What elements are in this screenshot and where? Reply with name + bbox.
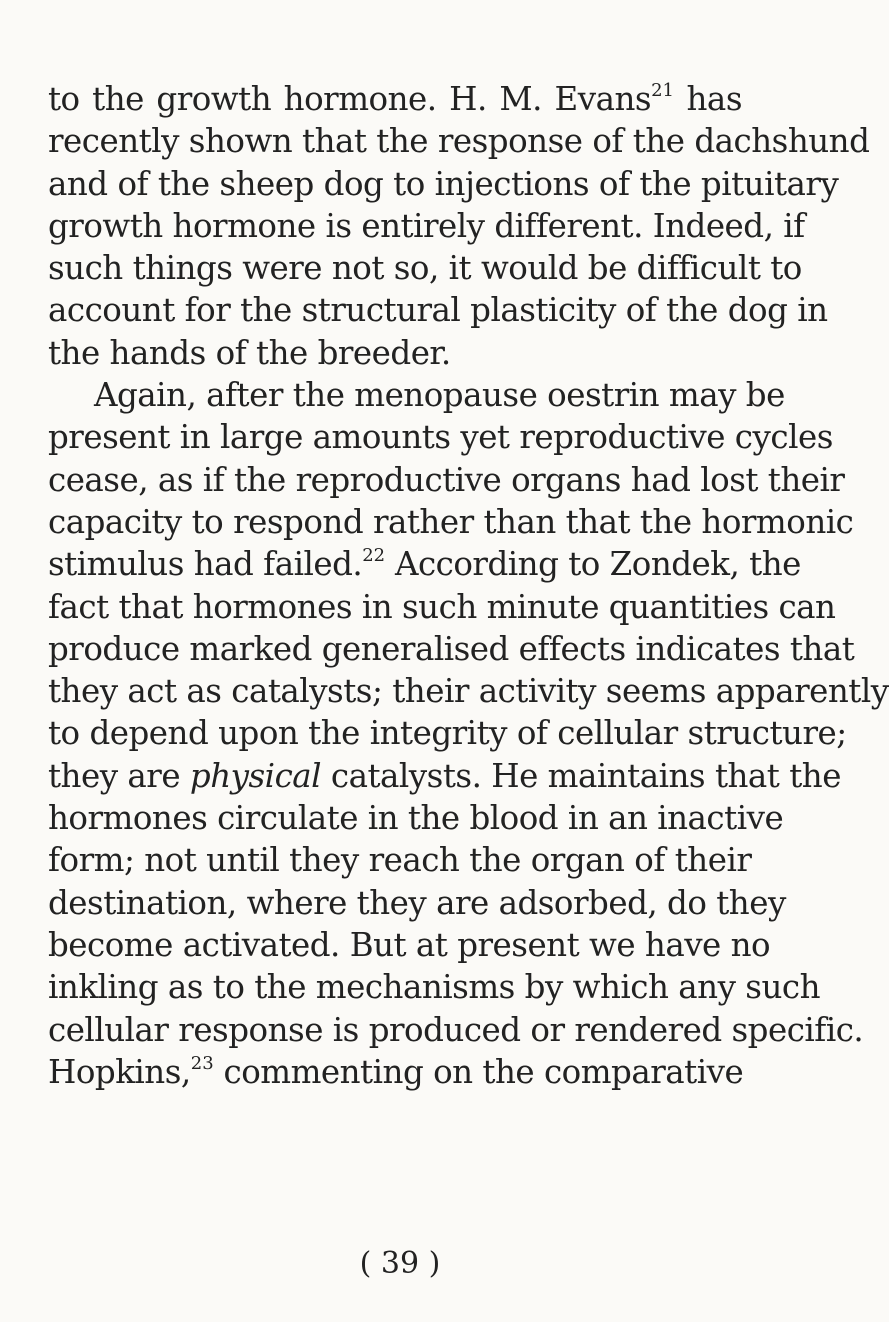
text-line-9: present in large amounts yet reproductive cycles bbox=[48, 418, 833, 457]
footnote-reference: 23 bbox=[190, 1052, 214, 1074]
text-line-15: they act as catalysts; their activity seems apparently bbox=[48, 672, 889, 711]
line-text: catalysts. He maintains that the bbox=[321, 756, 841, 795]
text-line-8: Again, after the menopause oestrin may be bbox=[94, 376, 785, 415]
footnote-reference: 21 bbox=[651, 80, 674, 101]
text-line-18: hormones circulate in the blood in an inactive bbox=[48, 799, 784, 838]
page-number: ( 39 ) bbox=[359, 1246, 441, 1281]
text-line-7: the hands of the breeder. bbox=[48, 333, 451, 372]
text-line-17 bbox=[48, 755, 841, 797]
line-text: Hopkins, bbox=[48, 1052, 191, 1091]
footnote-reference: 22 bbox=[362, 545, 386, 567]
line-text: commenting on the comparative bbox=[213, 1052, 744, 1091]
italic-term: physical bbox=[189, 756, 322, 795]
text-line-6: account for the structural plasticity of the dog in bbox=[48, 291, 828, 330]
text-line-21: become activated. But at present we have no bbox=[48, 925, 771, 964]
text-line-14: produce marked generalised effects indicates that bbox=[48, 629, 855, 668]
text-line-3: and of the sheep dog to injections of the pituitary bbox=[48, 164, 839, 203]
text-line-5: such things were not so, it would be difficult to bbox=[48, 249, 802, 288]
text-line-11: capacity to respond rather than that the hormonic bbox=[48, 502, 854, 541]
line-text: to the growth hormone. H. M. Evans bbox=[48, 80, 652, 118]
text-line-2: recently shown that the response of the dachshund bbox=[48, 122, 870, 161]
text-line-4: growth hormone is entirely different. Indeed, if bbox=[48, 206, 805, 245]
text-line-20: destination, where they are adsorbed, do they bbox=[48, 883, 786, 922]
page-body bbox=[48, 78, 889, 1093]
text-line-19: form; not until they reach the organ of their bbox=[48, 841, 752, 880]
text-line-12 bbox=[48, 543, 801, 585]
line-text: According to Zondek, the bbox=[385, 545, 801, 584]
text-line-13: fact that hormones in such minute quantities can bbox=[48, 587, 836, 626]
text-line-24 bbox=[48, 1051, 742, 1093]
text-line-22: inkling as to the mechanisms by which any such bbox=[48, 968, 821, 1007]
text-line-10: cease, as if the reproductive organs had lost their bbox=[48, 460, 845, 499]
line-text: has bbox=[673, 80, 742, 118]
text-line-23: cellular response is produced or rendered specific. bbox=[48, 1010, 864, 1049]
line-text: they are bbox=[48, 756, 190, 795]
line-text: stimulus had failed. bbox=[48, 545, 363, 584]
text-line-16: to depend upon the integrity of cellular structure; bbox=[48, 714, 847, 753]
text-line-1 bbox=[48, 78, 742, 120]
